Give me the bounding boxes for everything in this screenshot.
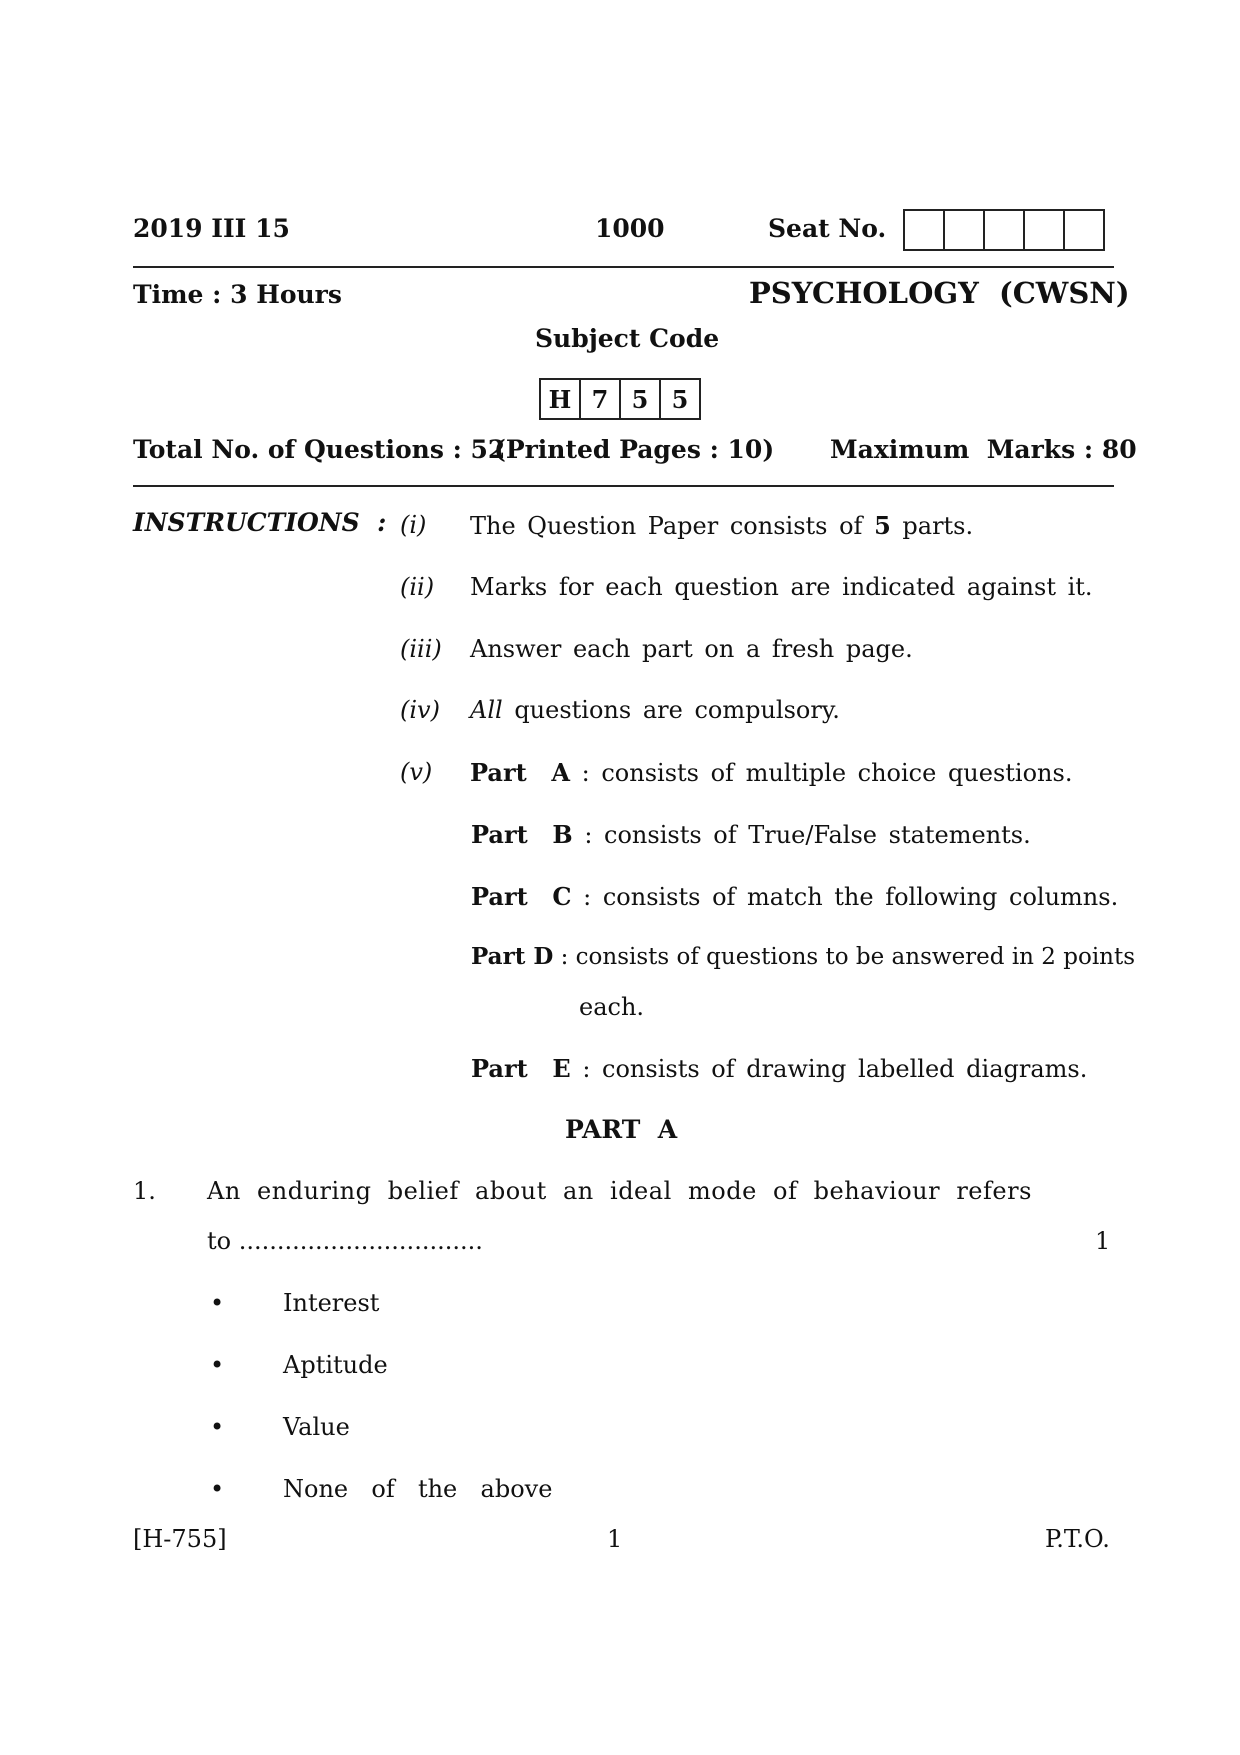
header-divider <box>133 266 1114 268</box>
question-text-line2: to ................................ <box>207 1227 483 1255</box>
seat-box[interactable] <box>945 211 985 249</box>
question-marks: 1 <box>1095 1227 1111 1255</box>
question-text-line1: An enduring belief about an ideal mode of behaviour refers <box>207 1177 1032 1205</box>
seat-box[interactable] <box>1025 211 1065 249</box>
instruction-text: Part A : consists of multiple choice questions. <box>470 758 1073 787</box>
instruction-item <box>400 635 913 663</box>
part-description: Part E : consists of drawing labelled diagrams. <box>471 1054 1088 1083</box>
answer-option: Value <box>283 1413 350 1441</box>
time-allowed: Time : 3 Hours <box>133 280 342 309</box>
part-description: Part D : consists of questions to be answered in 2 points <box>471 943 1136 970</box>
instruction-number: (v) <box>400 758 433 786</box>
page-number: 1 <box>607 1525 623 1553</box>
bullet-icon: • <box>210 1289 225 1317</box>
subject-code-char: 7 <box>581 380 621 418</box>
instruction-item <box>400 758 1073 787</box>
answer-option: None of the above <box>283 1475 553 1503</box>
answer-option: Aptitude <box>283 1351 388 1379</box>
instruction-number: (iv) <box>400 696 440 724</box>
printed-pages: (Printed Pages : 10) <box>494 435 775 464</box>
instructions-divider <box>133 485 1114 487</box>
bullet-icon: • <box>210 1475 225 1503</box>
instruction-text: Answer each part on a fresh page. <box>470 635 913 663</box>
bullet-icon: • <box>210 1351 225 1379</box>
seat-box[interactable] <box>985 211 1025 249</box>
subject-code-boxes <box>539 378 701 420</box>
bullet-icon: • <box>210 1413 225 1441</box>
seat-box[interactable] <box>905 211 945 249</box>
seat-label: Seat No. <box>768 214 887 243</box>
instruction-item <box>400 511 974 540</box>
instruction-text: The Question Paper consists of 5 parts. <box>470 511 974 540</box>
part-description: Part B : consists of True/False statements. <box>471 820 1031 849</box>
paper-code-year: 2019 III 15 <box>133 214 290 243</box>
answer-option: Interest <box>283 1289 380 1317</box>
section-title: PART A <box>565 1115 678 1144</box>
instruction-text: All questions are compulsory. <box>470 696 840 724</box>
question-number: 1. <box>133 1177 156 1205</box>
total-questions: Total No. of Questions : 52 <box>133 435 506 464</box>
subject-title: PSYCHOLOGY (CWSN) <box>749 276 1130 310</box>
pto-label: P.T.O. <box>1045 1525 1110 1553</box>
subject-code-char: 5 <box>621 380 661 418</box>
instruction-text: Marks for each question are indicated against it. <box>470 573 1093 601</box>
instruction-number: (ii) <box>400 573 435 601</box>
seat-number-boxes[interactable] <box>903 209 1105 251</box>
part-description: Part C : consists of match the following columns. <box>471 882 1119 911</box>
maximum-marks: Maximum Marks : 80 <box>830 435 1137 464</box>
subject-code-label: Subject Code <box>535 324 720 353</box>
footer-paper-code: [H-755] <box>133 1525 227 1553</box>
subject-code-char: 5 <box>671 384 689 414</box>
paper-count: 1000 <box>595 214 665 243</box>
subject-code-char: H <box>541 380 581 418</box>
instructions-label: INSTRUCTIONS : <box>133 508 387 537</box>
instruction-number: (iii) <box>400 635 442 663</box>
part-d-continuation: each. <box>579 993 645 1021</box>
instruction-item <box>400 573 1093 601</box>
instruction-item <box>400 696 840 724</box>
seat-box[interactable] <box>1065 211 1103 249</box>
instruction-number: (i) <box>400 511 427 539</box>
